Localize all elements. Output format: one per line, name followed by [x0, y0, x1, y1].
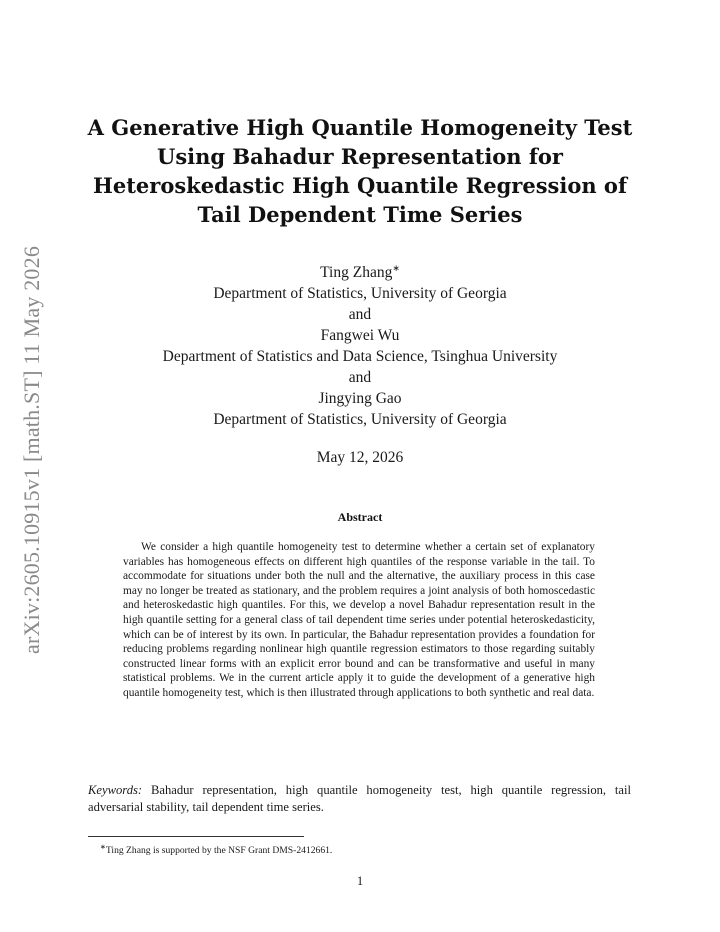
author-separator: and — [348, 369, 372, 386]
arxiv-identifier-stamp: arXiv:2605.10915v1 [math.ST] 11 May 2026 — [19, 245, 44, 655]
footnote-marker: ∗ — [100, 843, 106, 851]
author-affiliation: Department of Statistics and Data Science, Tsinghua University — [162, 348, 558, 365]
author-name: Jingying Gao — [318, 390, 402, 407]
page-number: 1 — [356, 874, 364, 888]
author-affiliation: Department of Statistics, University of Georgia — [213, 285, 507, 302]
author-affiliation: Department of Statistics, University of Georgia — [213, 411, 507, 428]
keywords-text: Bahadur representation, high quantile homogeneity test, high quantile regression, tail adversarial stability, tail dependent time series. — [88, 783, 631, 814]
abstract-heading: Abstract — [337, 510, 383, 524]
author-name: Fangwei Wu — [320, 327, 400, 344]
paper-date: May 12, 2026 — [316, 449, 404, 466]
author-block — [80, 258, 640, 430]
keywords-label: Keywords: — [88, 783, 143, 797]
author-separator: and — [348, 306, 372, 323]
abstract-text: We consider a high quantile homogeneity test to determine whether a certain set of explanatory variables has homogeneous effects on different high quantiles of the response variable in the tail. To accommodate for situations under both the null and the alternative, the auxiliary process in this case may no longer be treated as stationary, and the problem requires a joint analysis of both homoscedastic and heteroskedastic high quantiles. For this, we develop a novel Bahadur representation result in the high quantile setting for a general class of tail dependent time series under potential heteroskedasticity, which can be of interest by its own. In particular, the Bahadur representation provides a foundation for reducing problems regarding nonlinear high quantile regression estimators to those regarding suitably constructed linear forms with an explicit error bound and can be transformative and useful in many statistical problems. We in the current article apply it to guide the development of a generative high quantile homogeneity test, which is then illustrated through applications to both synthetic and real data. — [123, 541, 595, 699]
footnote-text: Ting Zhang is supported by the NSF Grant DMS-2412661. — [105, 845, 333, 856]
author-name: Ting Zhang∗ — [320, 263, 400, 281]
footnote-divider — [88, 836, 304, 837]
footnote-marker: ∗ — [392, 263, 400, 273]
keywords-paragraph — [88, 782, 631, 816]
footnote — [100, 841, 620, 857]
paper-title: A Generative High Quantile Homogeneity Test Using Bahadur Representation for Heteroskedastic High Quantile Regression of Tail Dependent Time Series — [87, 115, 633, 227]
